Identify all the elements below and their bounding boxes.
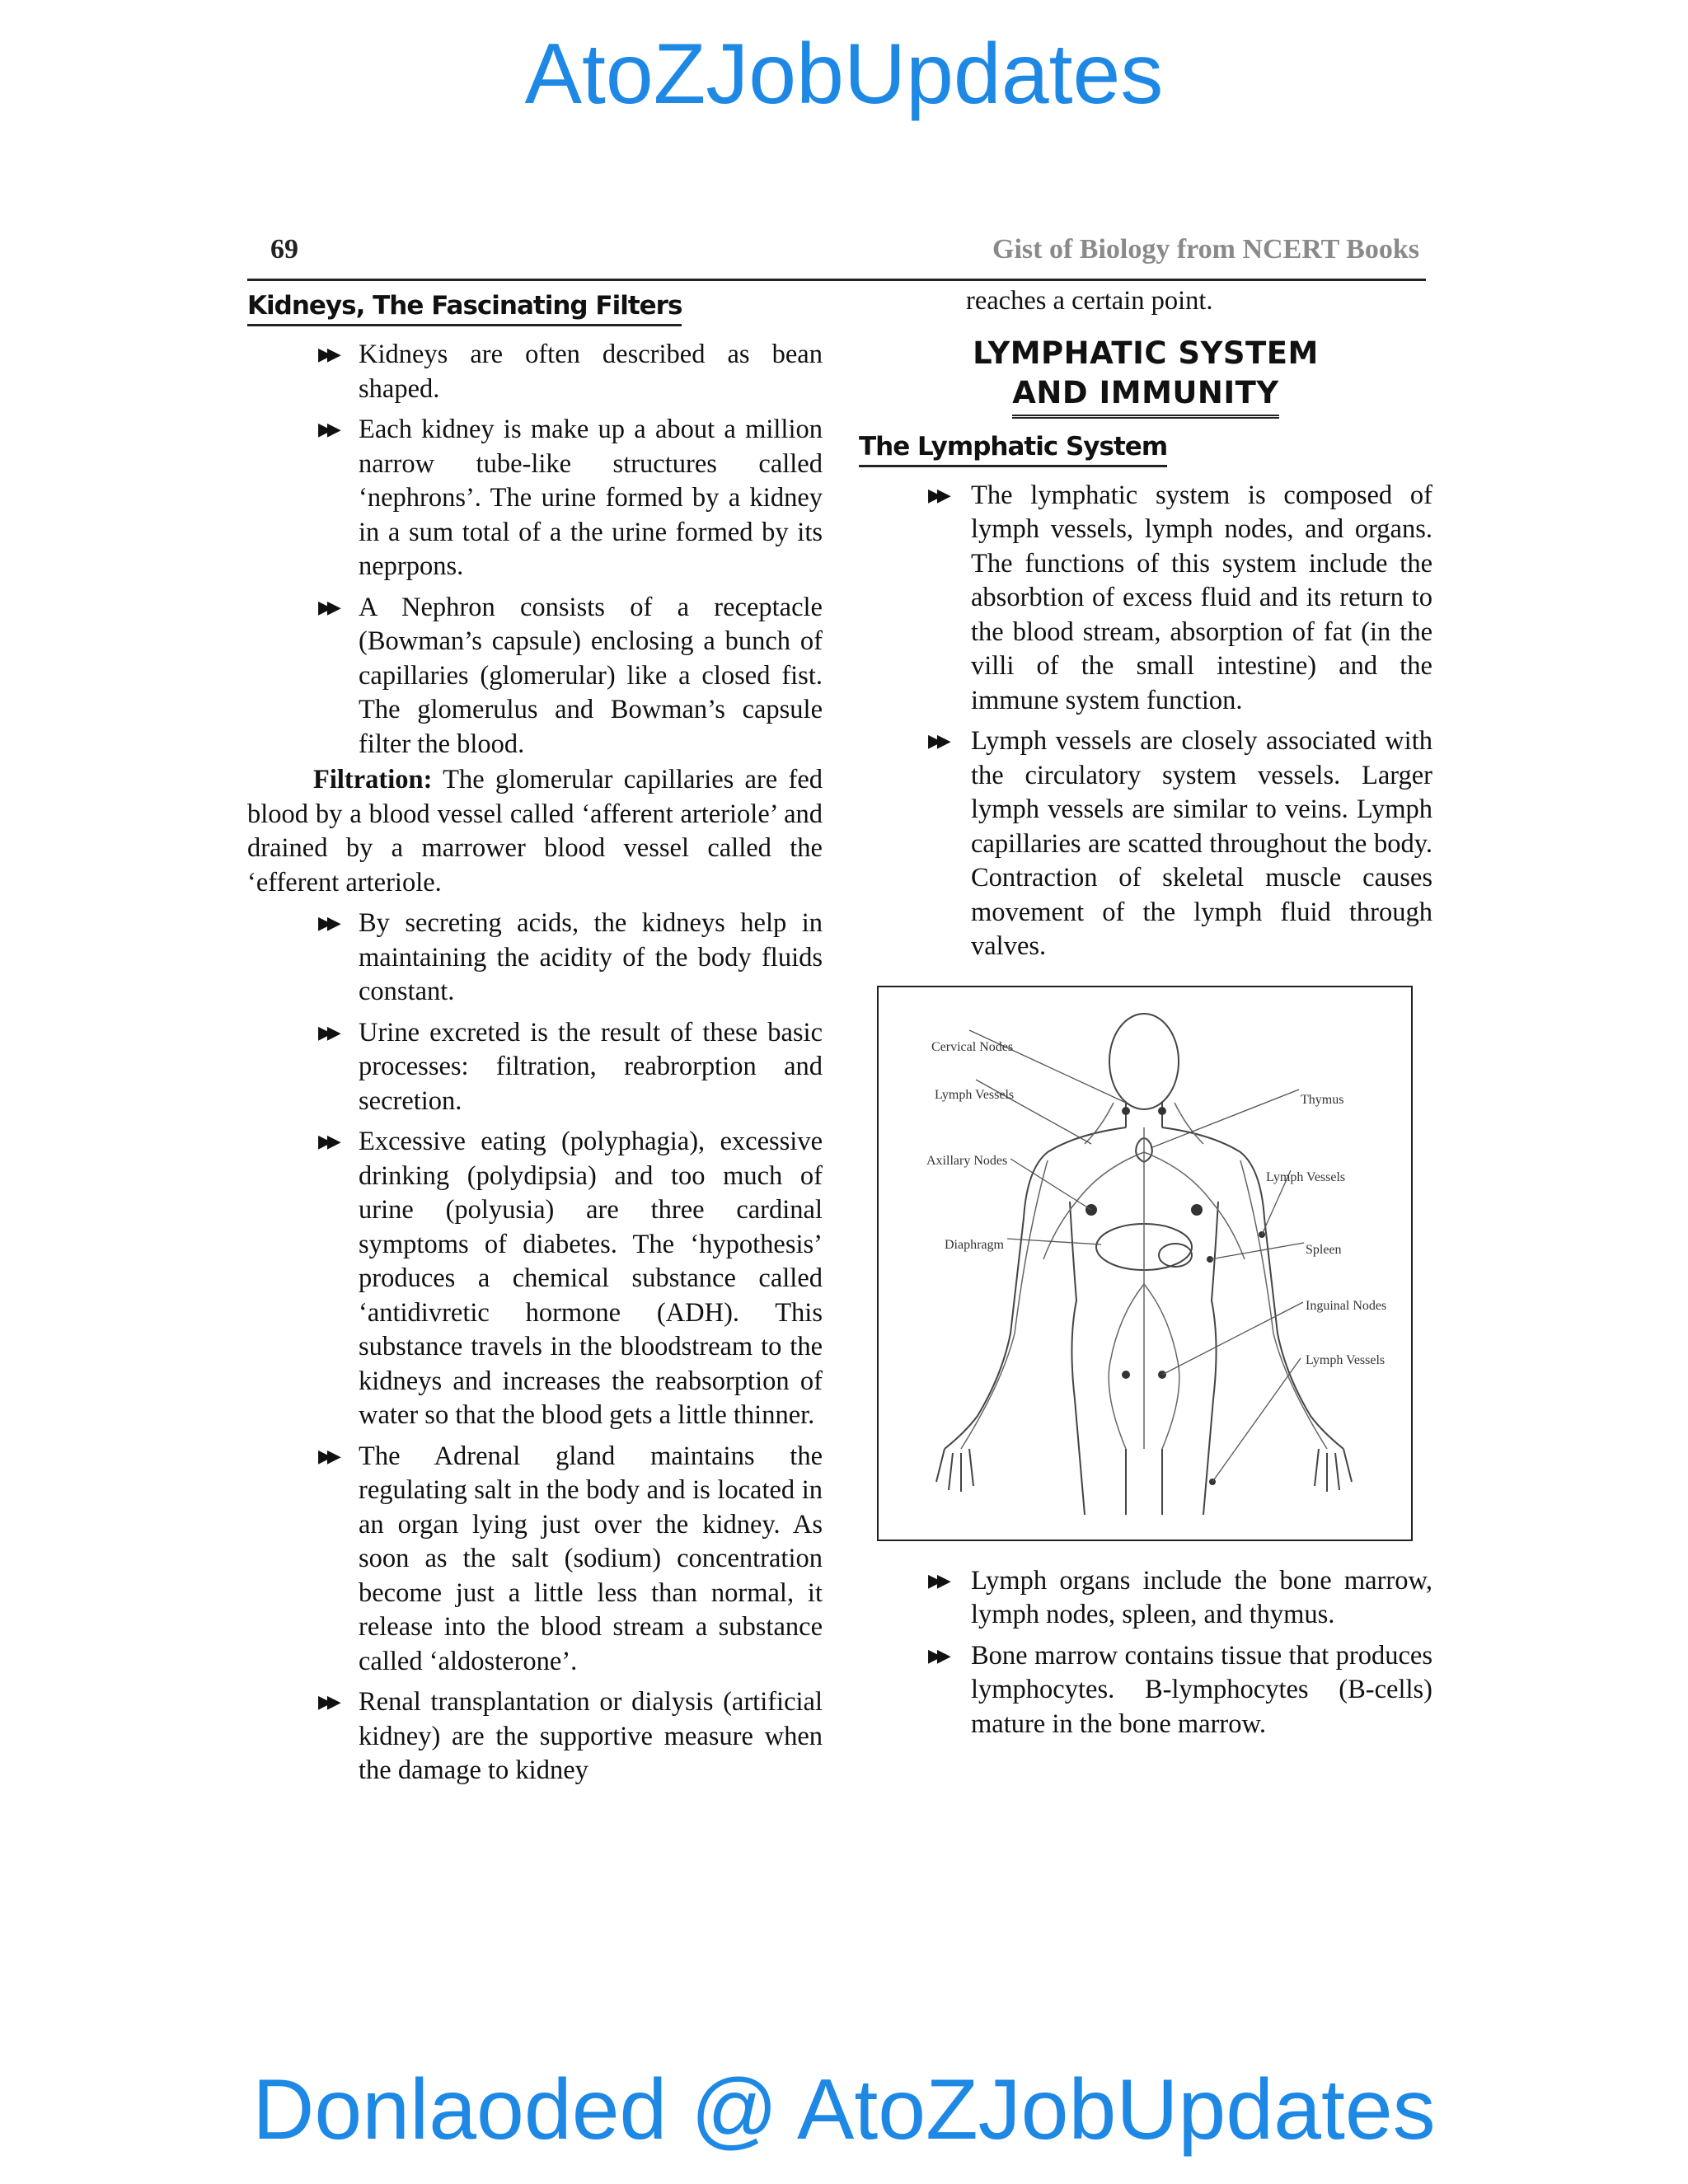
- label-axillary-nodes: Axillary Nodes: [926, 1153, 1008, 1168]
- label-lymph-vessels-right: Lymph Vessels: [1266, 1169, 1346, 1184]
- label-spleen: Spleen: [1306, 1242, 1342, 1257]
- list-item: ▶▶ Lymph organs include the bone marrow, lymph nodes, spleen, and thymus.: [928, 1565, 1432, 1629]
- label-cervical-nodes: Cervical Nodes: [931, 1039, 1014, 1054]
- lymph-bullet-list-a: [859, 479, 1432, 964]
- list-item: ▶▶ The Adrenal gland maintains the regulating salt in the body and is located in an organ lying just over the kidney. As soon as the salt (sodium) concentration become just a little less than normal, it release into the blood stream a substance called ‘aldosterone’.: [318, 1441, 823, 1676]
- kidneys-bullet-list-b: [247, 907, 823, 1788]
- kidneys-bullet-list-a: [247, 338, 823, 762]
- watermark-bottom: Donlaoded @ AtoZJobUpdates: [252, 2062, 1436, 2158]
- list-item: ▶▶ By secreting acids, the kidneys help in maintaining the acidity of the body fluids constant.: [318, 908, 823, 1006]
- book-title: Gist of Biology from NCERT Books: [992, 234, 1419, 265]
- double-arrow-bullet-icon: ▶▶: [318, 419, 336, 440]
- list-item: ▶▶ Urine excreted is the result of these basic processes: filtration, reabrorption and secretion.: [318, 1017, 823, 1116]
- label-inguinal-nodes: Inguinal Nodes: [1306, 1298, 1387, 1313]
- section-title: [859, 334, 1432, 419]
- double-arrow-bullet-icon: ▶▶: [928, 1645, 946, 1666]
- list-item: ▶▶ Bone marrow contains tissue that produces lymphocytes. B-lymphocytes (B-cells) mature in the bone marrow.: [928, 1640, 1432, 1739]
- kidneys-subheading: Kidneys, The Fascinating Filters: [247, 288, 682, 326]
- list-item: ▶▶ Excessive eating (polyphagia), excessive drinking (polydipsia) and too much of urine (polyusia) are three cardinal symptoms of diabetes. The ‘hypothesis’ produces a chemical substance called ‘antidivretic hormone (ADH). This substance travels in the bloodstream to the kidneys and increases the reabsorption of water so that the blood gets a little thinner.: [318, 1127, 823, 1430]
- list-item: ▶▶ Kidneys are often described as bean shaped.: [318, 340, 823, 404]
- filtration-paragraph: [247, 763, 823, 900]
- list-item: ▶▶ A Nephron consists of a receptacle (Bowman’s capsule) enclosing a bunch of capillaries (glomerular) like a closed fist. The glomerulus and Bowman’s capsule filter the blood.: [318, 592, 823, 759]
- filtration-text: The glomerular capillaries are fed blood by a blood vessel called ‘afferent arteriole’ and drained by a marrower blood vessel called the ‘efferent arteriole.: [247, 765, 823, 898]
- list-item: ▶▶ Lymph vessels are closely associated with the circulatory system vessels. Larger lymph vessels are similar to veins. Lymph capillaries are scatted throughout the body. Contraction of skeletal muscle causes movement of the lymph fluid through valves.: [928, 726, 1432, 961]
- list-item: ▶▶ Each kidney is make up a about a million narrow tube-like structures called ‘nephrons’. The urine formed by a kidney in a sum total of a the urine formed by its neprpons.: [318, 415, 823, 581]
- label-thymus: Thymus: [1301, 1092, 1344, 1107]
- double-arrow-bullet-icon: ▶▶: [928, 485, 946, 506]
- lymphatic-system-figure: [877, 986, 1413, 1541]
- double-arrow-bullet-icon: ▶▶: [318, 597, 336, 618]
- right-column: [859, 284, 1432, 1748]
- double-arrow-bullet-icon: ▶▶: [318, 344, 336, 365]
- double-arrow-bullet-icon: ▶▶: [318, 913, 336, 934]
- double-arrow-bullet-icon: ▶▶: [928, 1570, 946, 1591]
- filtration-lead: Filtration:: [313, 765, 433, 794]
- section-title-line2: AND IMMUNITY: [1012, 373, 1278, 419]
- lymphatic-subheading: The Lymphatic System: [859, 429, 1167, 467]
- list-item: ▶▶ The lymphatic system is composed of lymph vessels, lymph nodes, and organs. The functions of this system include the absorbtion of excess fluid and its return to the blood stream, absorption of fat (in the villi of the small intestine) and the immune system function.: [928, 480, 1432, 715]
- section-title-line1: LYMPHATIC SYSTEM: [973, 335, 1319, 371]
- double-arrow-bullet-icon: ▶▶: [928, 731, 946, 752]
- label-lymph-vessels-lower: Lymph Vessels: [1306, 1352, 1386, 1367]
- lymph-bullet-list-b: [859, 1564, 1432, 1742]
- left-column: [247, 284, 823, 1795]
- continuation-text: reaches a certain point.: [966, 286, 1213, 316]
- label-diaphragm: Diaphragm: [945, 1237, 1004, 1252]
- double-arrow-bullet-icon: ▶▶: [318, 1692, 336, 1713]
- page-header: [247, 227, 1426, 281]
- page-number: 69: [270, 234, 298, 265]
- double-arrow-bullet-icon: ▶▶: [318, 1022, 336, 1043]
- double-arrow-bullet-icon: ▶▶: [318, 1446, 336, 1467]
- label-lymph-vessels-left: Lymph Vessels: [935, 1087, 1015, 1102]
- watermark-top: AtoZJobUpdates: [524, 26, 1164, 122]
- list-item: ▶▶ Renal transplantation or dialysis (artificial kidney) are the supportive measure when the damage to kidney: [318, 1687, 823, 1785]
- double-arrow-bullet-icon: ▶▶: [318, 1132, 336, 1152]
